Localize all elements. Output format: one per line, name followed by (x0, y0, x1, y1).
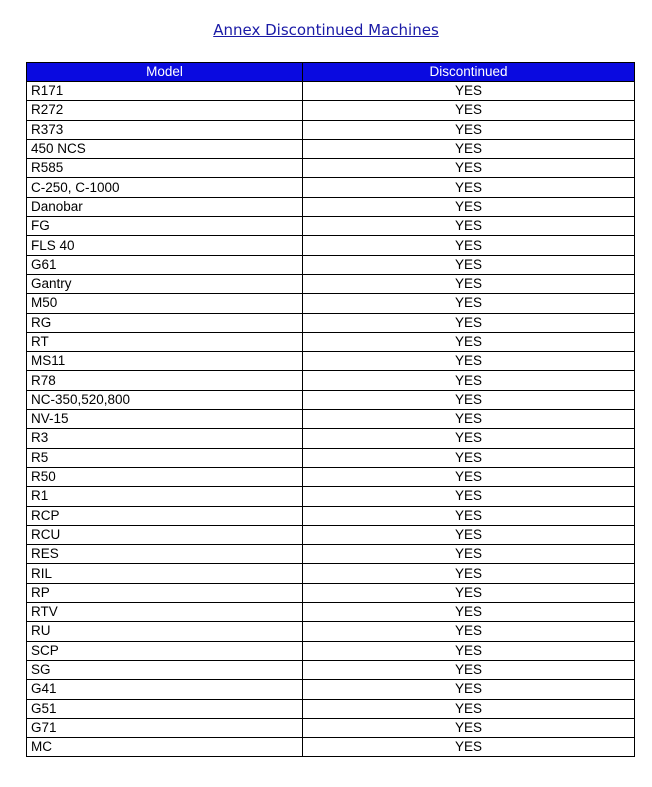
discontinued-cell: YES (303, 699, 635, 718)
model-cell: R5 (27, 448, 303, 467)
discontinued-cell: YES (303, 583, 635, 602)
model-cell: RT (27, 332, 303, 351)
table-row (27, 718, 635, 737)
table-row (27, 236, 635, 255)
discontinued-cell: YES (303, 525, 635, 544)
table-row (27, 178, 635, 197)
discontinued-cell: YES (303, 680, 635, 699)
table-row (27, 738, 635, 757)
model-cell: Danobar (27, 197, 303, 216)
model-cell: M50 (27, 294, 303, 313)
model-cell: Gantry (27, 274, 303, 293)
discontinued-cell: YES (303, 448, 635, 467)
discontinued-cell: YES (303, 120, 635, 139)
discontinued-cell: YES (303, 255, 635, 274)
model-cell: MS11 (27, 352, 303, 371)
table-row (27, 680, 635, 699)
model-cell: C-250, C-1000 (27, 178, 303, 197)
model-cell: MC (27, 738, 303, 757)
table-row (27, 159, 635, 178)
table-row (27, 545, 635, 564)
discontinued-cell: YES (303, 101, 635, 120)
discontinued-cell: YES (303, 274, 635, 293)
discontinued-cell: YES (303, 236, 635, 255)
discontinued-cell: YES (303, 506, 635, 525)
discontinued-cell: YES (303, 313, 635, 332)
table-row (27, 371, 635, 390)
column-header-model: Model (27, 63, 303, 82)
model-cell: RCU (27, 525, 303, 544)
table-row (27, 390, 635, 409)
table-row (27, 467, 635, 486)
model-cell: R1 (27, 487, 303, 506)
model-cell: G71 (27, 718, 303, 737)
model-cell: 450 NCS (27, 139, 303, 158)
table-header-row (27, 63, 635, 82)
table-row (27, 487, 635, 506)
discontinued-cell: YES (303, 390, 635, 409)
model-cell: G51 (27, 699, 303, 718)
table-row (27, 352, 635, 371)
table-row (27, 622, 635, 641)
discontinued-cell: YES (303, 410, 635, 429)
table-row (27, 120, 635, 139)
discontinued-cell: YES (303, 332, 635, 351)
page-title[interactable]: Annex Discontinued Machines (213, 21, 439, 39)
table-row (27, 660, 635, 679)
model-cell: R3 (27, 429, 303, 448)
table-row (27, 525, 635, 544)
model-cell: R50 (27, 467, 303, 486)
table-row (27, 603, 635, 622)
discontinued-cell: YES (303, 564, 635, 583)
model-cell: RTV (27, 603, 303, 622)
table-row (27, 699, 635, 718)
discontinued-cell: YES (303, 545, 635, 564)
discontinued-cell: YES (303, 718, 635, 737)
discontinued-cell: YES (303, 139, 635, 158)
discontinued-cell: YES (303, 738, 635, 757)
discontinued-cell: YES (303, 622, 635, 641)
discontinued-cell: YES (303, 294, 635, 313)
model-cell: R78 (27, 371, 303, 390)
discontinued-cell: YES (303, 217, 635, 236)
model-cell: RES (27, 545, 303, 564)
model-cell: FLS 40 (27, 236, 303, 255)
model-cell: G61 (27, 255, 303, 274)
discontinued-cell: YES (303, 429, 635, 448)
model-cell: SG (27, 660, 303, 679)
table-body (27, 82, 635, 757)
table-row (27, 429, 635, 448)
column-header-discontinued: Discontinued (303, 63, 635, 82)
table-row (27, 564, 635, 583)
discontinued-cell: YES (303, 371, 635, 390)
table-row (27, 197, 635, 216)
model-cell: R272 (27, 101, 303, 120)
table-row (27, 583, 635, 602)
table-row (27, 506, 635, 525)
discontinued-cell: YES (303, 641, 635, 660)
model-cell: NV-15 (27, 410, 303, 429)
discontinued-cell: YES (303, 159, 635, 178)
table-row (27, 101, 635, 120)
discontinued-cell: YES (303, 467, 635, 486)
model-cell: G41 (27, 680, 303, 699)
discontinued-cell: YES (303, 82, 635, 101)
table-row (27, 641, 635, 660)
model-cell: RG (27, 313, 303, 332)
model-cell: RCP (27, 506, 303, 525)
table-row (27, 294, 635, 313)
model-cell: R585 (27, 159, 303, 178)
discontinued-cell: YES (303, 660, 635, 679)
model-cell: NC-350,520,800 (27, 390, 303, 409)
model-cell: FG (27, 217, 303, 236)
discontinued-machines-table (26, 62, 635, 757)
discontinued-cell: YES (303, 178, 635, 197)
model-cell: RIL (27, 564, 303, 583)
model-cell: RP (27, 583, 303, 602)
table-row (27, 313, 635, 332)
table-row (27, 139, 635, 158)
table-row (27, 448, 635, 467)
model-cell: SCP (27, 641, 303, 660)
table-row (27, 217, 635, 236)
model-cell: R373 (27, 120, 303, 139)
table-row (27, 410, 635, 429)
model-cell: RU (27, 622, 303, 641)
discontinued-cell: YES (303, 197, 635, 216)
table-row (27, 274, 635, 293)
table-row (27, 332, 635, 351)
discontinued-cell: YES (303, 352, 635, 371)
table-row (27, 82, 635, 101)
table-row (27, 255, 635, 274)
discontinued-cell: YES (303, 487, 635, 506)
model-cell: R171 (27, 82, 303, 101)
discontinued-cell: YES (303, 603, 635, 622)
